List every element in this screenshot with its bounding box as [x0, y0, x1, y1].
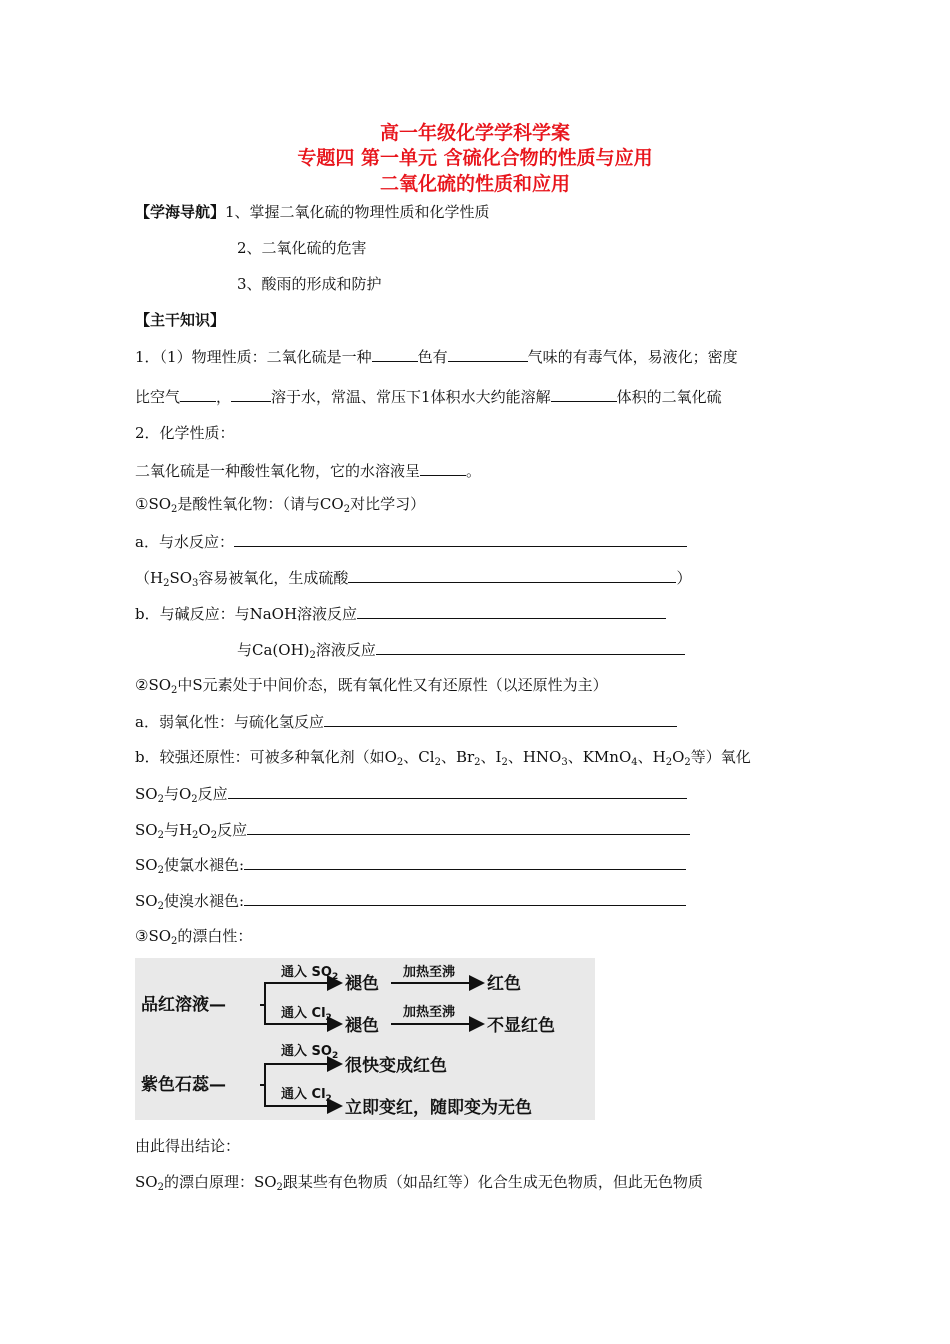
fill-blank[interactable]: [231, 386, 271, 402]
text: 、KMnO: [567, 748, 632, 766]
answer-line[interactable]: [324, 711, 677, 727]
subscript: 2: [157, 830, 164, 841]
subscript: 3: [561, 757, 568, 768]
point-3: [135, 926, 252, 946]
text: SO: [135, 1173, 158, 1191]
answer-line[interactable]: [348, 567, 676, 583]
text: O: [672, 748, 685, 766]
text: 与Ca(OH): [237, 641, 310, 659]
subscript: 2: [171, 685, 178, 696]
bleaching-principle: [135, 1172, 703, 1192]
text: SO: [135, 785, 158, 803]
text: 、I: [480, 748, 502, 766]
text: 与O: [163, 785, 192, 803]
text: 比空气: [135, 388, 181, 406]
text: 体积的二氧化硫: [616, 388, 722, 406]
text: SO: [169, 569, 193, 587]
text: 气味的有毒气体，易液化；密度: [527, 348, 738, 366]
subscript: 2: [501, 757, 508, 768]
subscript: 2: [157, 865, 164, 876]
text: b．较强还原性：可被多种氧化剂（如O: [135, 748, 397, 766]
answer-line[interactable]: [228, 783, 687, 799]
text: 使溴水褪色:: [163, 892, 245, 910]
fade-result: 褪色: [345, 1016, 379, 1036]
answer-line[interactable]: [376, 639, 685, 655]
chem-heading: 2．化学性质：: [135, 424, 235, 442]
weak-oxidation: [135, 711, 677, 732]
subscript: 4: [631, 757, 638, 768]
red-then-colorless-result: 立即变红，随即变为无色: [345, 1098, 532, 1118]
text: 反应: [217, 821, 248, 839]
caoh2-reaction: [237, 639, 685, 660]
subscript: 2: [171, 936, 178, 947]
text: SO: [135, 856, 158, 874]
quick-red-result: 很快变成红色: [345, 1056, 447, 1076]
text: ，: [216, 388, 232, 406]
subscript: 2: [276, 1182, 283, 1193]
subscript: 2: [665, 757, 673, 768]
fill-blank[interactable]: [420, 460, 466, 476]
subscript: 2: [163, 578, 170, 589]
bromine-water-line: [135, 890, 686, 911]
nav-label: 【学海导航】: [135, 203, 226, 221]
text: SO: [135, 892, 158, 910]
pass-cl2-label: 通入 $Cl_2$: [281, 1006, 332, 1023]
physical-line-1: [135, 346, 738, 367]
physical-line-2: [135, 386, 722, 407]
text: 、H: [637, 748, 666, 766]
nav-line-1: [135, 202, 490, 222]
text: 对比学习）: [350, 495, 426, 513]
text: ）: [676, 569, 692, 587]
answer-line[interactable]: [247, 819, 690, 835]
text: 二氧化硫是一种酸性氧化物，它的水溶液呈: [135, 462, 421, 480]
text: 中S元素处于中间价态，既有氧化性又有还原性（以还原性为主）: [177, 676, 608, 694]
acid-line: [135, 460, 481, 481]
fill-blank[interactable]: [448, 346, 528, 362]
nav-item: 1、掌握二氧化硫的物理性质和化学性质: [225, 203, 490, 221]
text: b．与碱反应：与NaOH溶液反应: [135, 605, 358, 623]
nav-item: 3、酸雨的形成和防护: [237, 275, 382, 293]
text: 反应: [197, 785, 228, 803]
text: 、Cl: [403, 748, 435, 766]
subscript: 2: [474, 757, 481, 768]
subscript: 2: [210, 830, 218, 841]
text: 、Br: [440, 748, 475, 766]
subscript: 2: [192, 830, 199, 841]
pass-so2-label: 通入 $SO_2$: [281, 1044, 339, 1061]
pass-so2-label: 通入 $SO_2$: [281, 965, 339, 982]
fill-blank[interactable]: [372, 346, 418, 362]
text: 、HNO: [507, 748, 562, 766]
pass-cl2-label: 通入 $Cl_2$: [281, 1087, 332, 1104]
text: 1．（1）物理性质：二氧化硫是一种: [135, 348, 372, 366]
section-label: 【主干知识】: [135, 311, 226, 329]
subscript: 2: [684, 757, 691, 768]
text: ①SO: [135, 495, 172, 513]
text: 容易被氧化，生成硫酸: [198, 569, 349, 587]
fill-blank[interactable]: [551, 386, 617, 402]
text: 是酸性氧化物：（请与CO: [177, 495, 344, 513]
strong-reduction: [135, 747, 751, 767]
text: a．与水反应：: [135, 533, 234, 551]
heat-label: 加热至沸: [403, 1005, 456, 1020]
doc-topic: 二氧化硫的性质和应用: [379, 173, 570, 195]
text: 色有: [417, 348, 448, 366]
subscript: 2: [434, 757, 441, 768]
heat-label: 加热至沸: [403, 965, 456, 980]
point-1: [135, 494, 425, 514]
text: （H: [135, 569, 164, 587]
text: 跟某些有色物质（如品红等）化合生成无色物质，但此无色物质: [282, 1173, 703, 1191]
subscript: 3: [192, 578, 199, 589]
answer-line[interactable]: [244, 890, 686, 906]
fill-blank[interactable]: [180, 386, 216, 402]
shirui-label: 紫色石蕊—: [141, 1075, 226, 1095]
subscript: 2: [343, 504, 351, 515]
answer-line[interactable]: [244, 854, 686, 870]
text: O: [198, 821, 211, 839]
pinhong-label: 品红溶液—: [141, 995, 226, 1015]
point-2: [135, 675, 608, 695]
answer-line[interactable]: [234, 531, 687, 547]
conclusion-label: 由此得出结论：: [135, 1137, 241, 1155]
subscript: 2: [157, 794, 164, 805]
chlorine-water-line: [135, 854, 686, 875]
text: 使氯水褪色:: [163, 856, 245, 874]
subscript: 2: [396, 757, 404, 768]
text: 等）氧化: [690, 748, 751, 766]
so2-o2-reaction: [135, 783, 687, 804]
subscript: 2: [191, 794, 198, 805]
text: ②SO: [135, 676, 172, 694]
text: 与H: [163, 821, 193, 839]
subscript: 2: [171, 504, 178, 515]
doc-subtitle: 专题四 第一单元 含硫化合物的性质与应用: [297, 147, 653, 169]
water-reaction: [135, 531, 687, 552]
no-red-result: 不显红色: [487, 1016, 555, 1036]
text: 的漂白原理：SO: [163, 1173, 277, 1191]
text: ③SO: [135, 927, 172, 945]
red-result: 红色: [487, 974, 521, 994]
so2-h2o2-reaction: [135, 819, 690, 840]
bleaching-diagram: [135, 958, 595, 1120]
nav-item: 2、二氧化硫的危害: [237, 239, 367, 257]
text: 溶于水，常温、常压下1体积水大约能溶解: [271, 388, 551, 406]
naoh-reaction: [135, 603, 666, 624]
text: 的漂白性：: [177, 927, 253, 945]
branch-arrow: [260, 983, 341, 1005]
answer-line[interactable]: [357, 603, 666, 619]
doc-title: 高一年级化学学科学案: [379, 122, 570, 144]
subscript: 2: [309, 650, 316, 661]
fade-result: 褪色: [345, 974, 379, 994]
text: 溶液反应: [315, 641, 376, 659]
h2so3-line: [135, 567, 691, 588]
text: a．弱氧化性：与硫化氢反应: [135, 713, 324, 731]
branch-arrow: [260, 1064, 341, 1085]
text: 。: [466, 462, 482, 480]
text: SO: [135, 821, 158, 839]
subscript: 2: [157, 1182, 164, 1193]
subscript: 2: [157, 901, 164, 912]
